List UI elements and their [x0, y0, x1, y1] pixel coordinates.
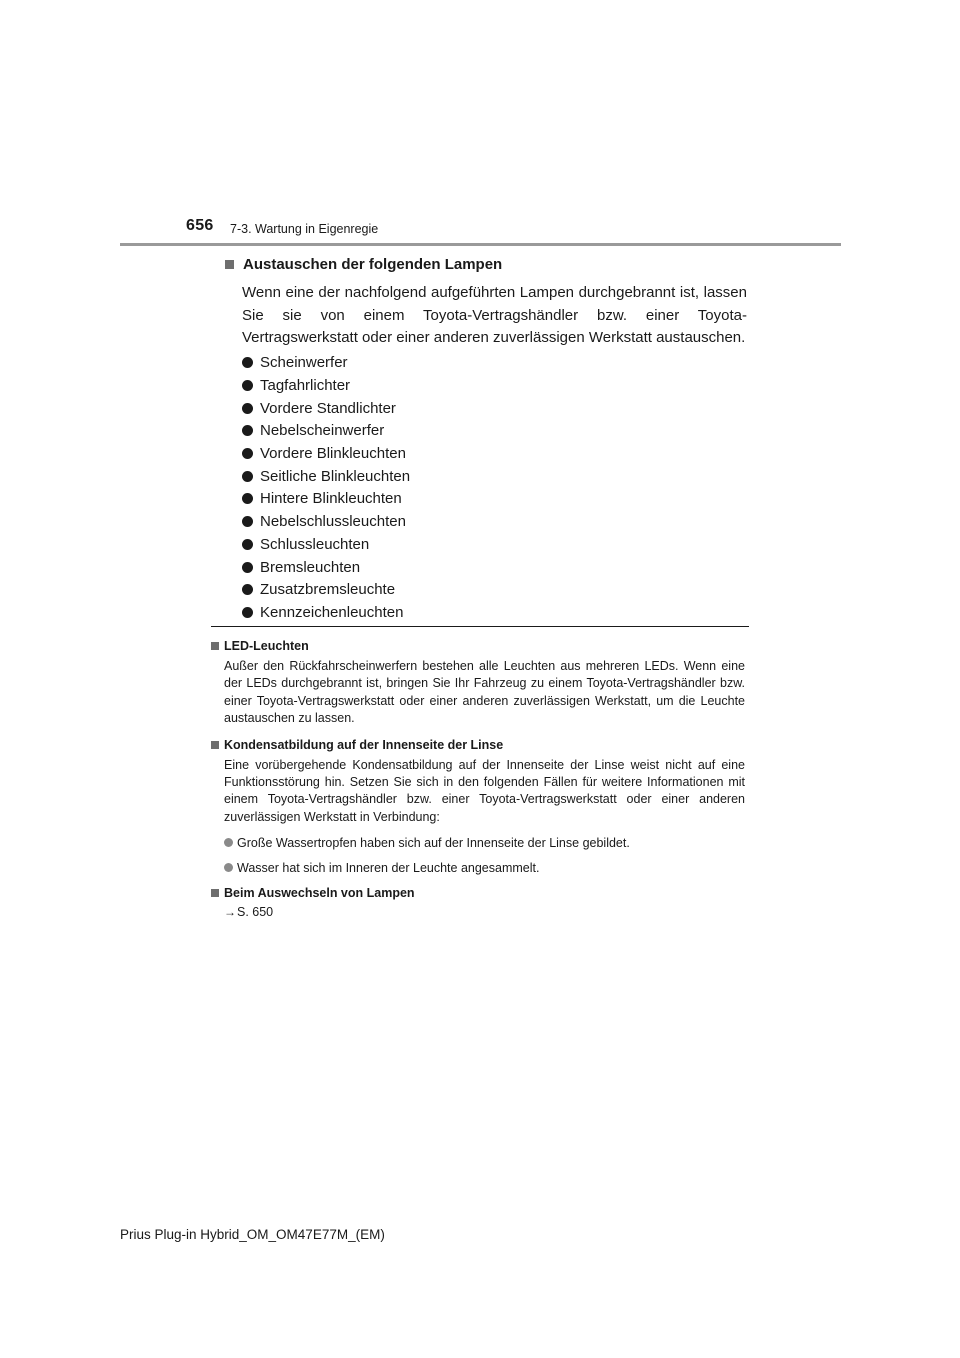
bullet-dot-icon: [242, 493, 253, 504]
bullet-dot-icon: [242, 425, 253, 436]
square-bullet-icon: [211, 642, 219, 650]
note-body: Außer den Rückfahrscheinwerfern bestehen alle Leuchten aus mehreren LEDs. Wenn eine der LEDs durchgebrannt ist, bringen Sie Ihr Fahrzeug zu einem Toyota-Vertragshändler bzw. einer Toyota-Vertragswerkstatt oder einer anderen zuverlässigen Werkstatt, um die Leuchte austauschen zu lassen.: [224, 659, 745, 726]
note-title: LED-Leuchten: [211, 638, 745, 654]
note-title: Beim Auswechseln von Lampen: [211, 885, 745, 901]
arrow-right-icon: →: [224, 905, 236, 920]
list-item: Scheinwerfer: [242, 352, 747, 375]
list-item: Hintere Blinkleuchten: [242, 488, 747, 511]
bullet-dot-icon: [242, 539, 253, 550]
bullet-dot-icon: [242, 562, 253, 573]
list-item: Seitliche Blinkleuchten: [242, 465, 747, 488]
square-bullet-icon: [211, 889, 219, 897]
bullet-dot-icon: [242, 380, 253, 391]
note-replacing: [211, 885, 745, 919]
list-item: Schlussleuchten: [242, 533, 747, 556]
bullet-dot-icon: [224, 838, 233, 847]
list-item: Vordere Standlichter: [242, 397, 747, 420]
note-title: Kondensatbildung auf der Innenseite der Linse: [211, 737, 745, 753]
square-bullet-icon: [211, 741, 219, 749]
bullet-dot-icon: [242, 584, 253, 595]
bullet-dot-icon: [242, 516, 253, 527]
header-rule: [120, 243, 841, 246]
list-item: Nebelscheinwerfer: [242, 420, 747, 443]
list-item: Tagfahrlichter: [242, 374, 747, 397]
intro-paragraph: Wenn eine der nachfolgend aufgeführten Lampen durchgebrannt ist, lassen Sie sie von einem Toyota-Vertragshändler bzw. einer Toyota-Vertragswerkstatt oder einer anderen zuverlässigen Werkstatt austauschen.: [242, 284, 747, 346]
lamp-list: [242, 352, 747, 624]
section-divider: [211, 626, 749, 627]
bullet-dot-icon: [242, 357, 253, 368]
notes-section: [211, 638, 745, 928]
list-item: Große Wassertropfen haben sich auf der Innenseite der Linse gebildet.: [224, 834, 745, 851]
note-body: Eine vorübergehende Kondensatbildung auf der Innenseite der Linse weist nicht auf eine Funktionsstörung hin. Setzen Sie sich in den folgenden Fällen für weitere Informationen mit einem Toyota-Vertragshändler bzw. einer Toyota-Vertragswerkstatt oder einer anderen zuverlässigen Werkstatt in Verbindung:: [224, 757, 745, 824]
bullet-dot-icon: [242, 403, 253, 414]
heading-text: Austauschen der folgenden Lampen: [243, 255, 503, 273]
list-item: Kennzeichenleuchten: [242, 601, 747, 624]
lamp-replacement-heading: [225, 254, 747, 274]
list-item: Bremsleuchten: [242, 556, 747, 579]
section-title: 7-3. Wartung in Eigenregie: [230, 222, 379, 236]
note-led: [211, 638, 745, 728]
list-item: Nebelschlussleuchten: [242, 510, 747, 533]
bullet-dot-icon: [242, 607, 253, 618]
list-item: Vordere Blinkleuchten: [242, 442, 747, 465]
page-number: 656: [186, 217, 214, 234]
list-item: Zusatzbremsleuchte: [242, 578, 747, 601]
page-reference-link[interactable]: [224, 905, 745, 919]
bullet-dot-icon: [242, 471, 253, 482]
note-condensation: [211, 737, 745, 877]
footer-document-id: Prius Plug-in Hybrid_OM_OM47E77M_(EM): [120, 1227, 385, 1242]
main-content: [225, 254, 747, 624]
bullet-dot-icon: [242, 448, 253, 459]
square-bullet-icon: [225, 260, 234, 269]
page-reference-text: S. 650: [237, 905, 274, 920]
bullet-dot-icon: [224, 863, 233, 872]
list-item: Wasser hat sich im Inneren der Leuchte angesammelt.: [224, 859, 745, 876]
